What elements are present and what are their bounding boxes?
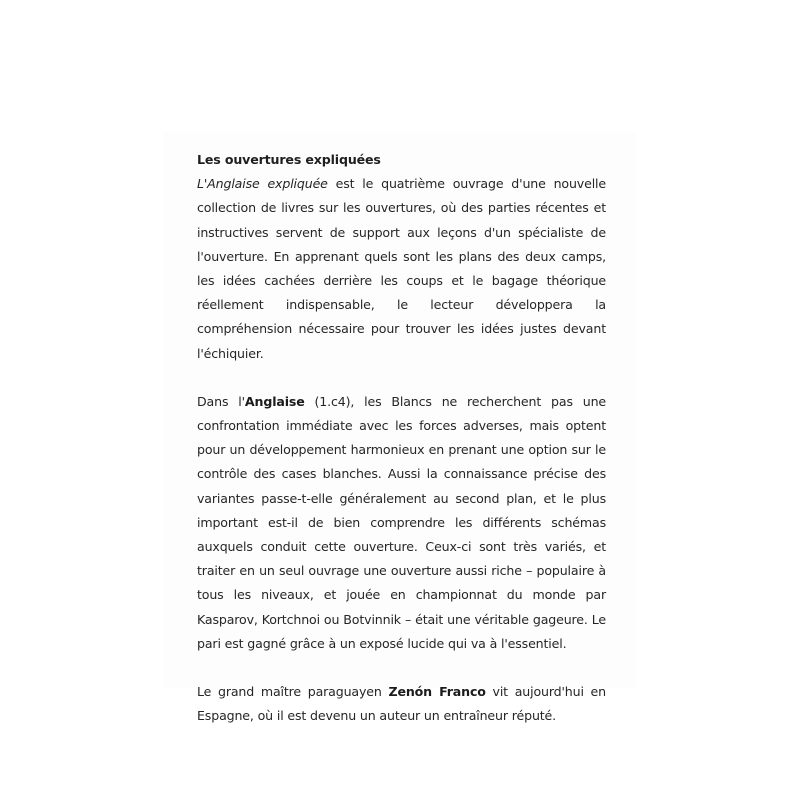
opening-name-bold: Anglaise xyxy=(244,393,305,409)
author-name-bold: Zenón Franco xyxy=(388,684,486,700)
book-title-italic: L'Anglaise expliquée xyxy=(197,176,328,192)
opening-paragraph xyxy=(197,390,606,656)
author-paragraph-lead: Le grand maître paraguayen xyxy=(197,684,389,700)
back-cover-text xyxy=(197,148,606,728)
author-paragraph xyxy=(197,680,606,728)
author-paragraph-text: vit aujourd'hui en Espagne, où il est devenu un auteur un entraîneur réputé. xyxy=(197,684,606,724)
opening-paragraph-text: (1.c4), les Blancs ne recherchent pas une confrontation immédiate avec les forces adverses, mais optent pour un développement harmonieux en prenant une option sur le contrôle des cases blanches. Aussi la connaissance précise des variantes passe-t-elle généralement au second plan, et le plus important est-il de bien comprendre les différents schémas auxquels conduit cette ouverture. Ceux-ci sont très variés, et traiter en un seul ouvrage une ouverture aussi riche – populaire à tous les niveaux, et jouée en championnat du monde par Kasparov, Kortchnoi ou Botvinnik – était une véritable gageure. Le pari est gagné grâce à un exposé lucide qui va à l'essentiel. xyxy=(197,393,606,651)
intro-paragraph-text: est le quatrième ouvrage d'une nouvelle collection de livres sur les ouvertures, où des parties récentes et instructives servent de support aux leçons d'un spécialiste de l'ouverture. En apprenant quels sont les plans des deux camps, les idées cachées derrière les coups et le bagage théorique réellement indispensable, le lecteur développera la compréhension nécessaire pour trouver les idées justes devant l'échiquier. xyxy=(197,176,606,361)
opening-paragraph-lead: Dans l' xyxy=(197,393,245,409)
section-heading: Les ouvertures expliquées xyxy=(197,152,381,167)
intro-paragraph xyxy=(197,172,606,366)
